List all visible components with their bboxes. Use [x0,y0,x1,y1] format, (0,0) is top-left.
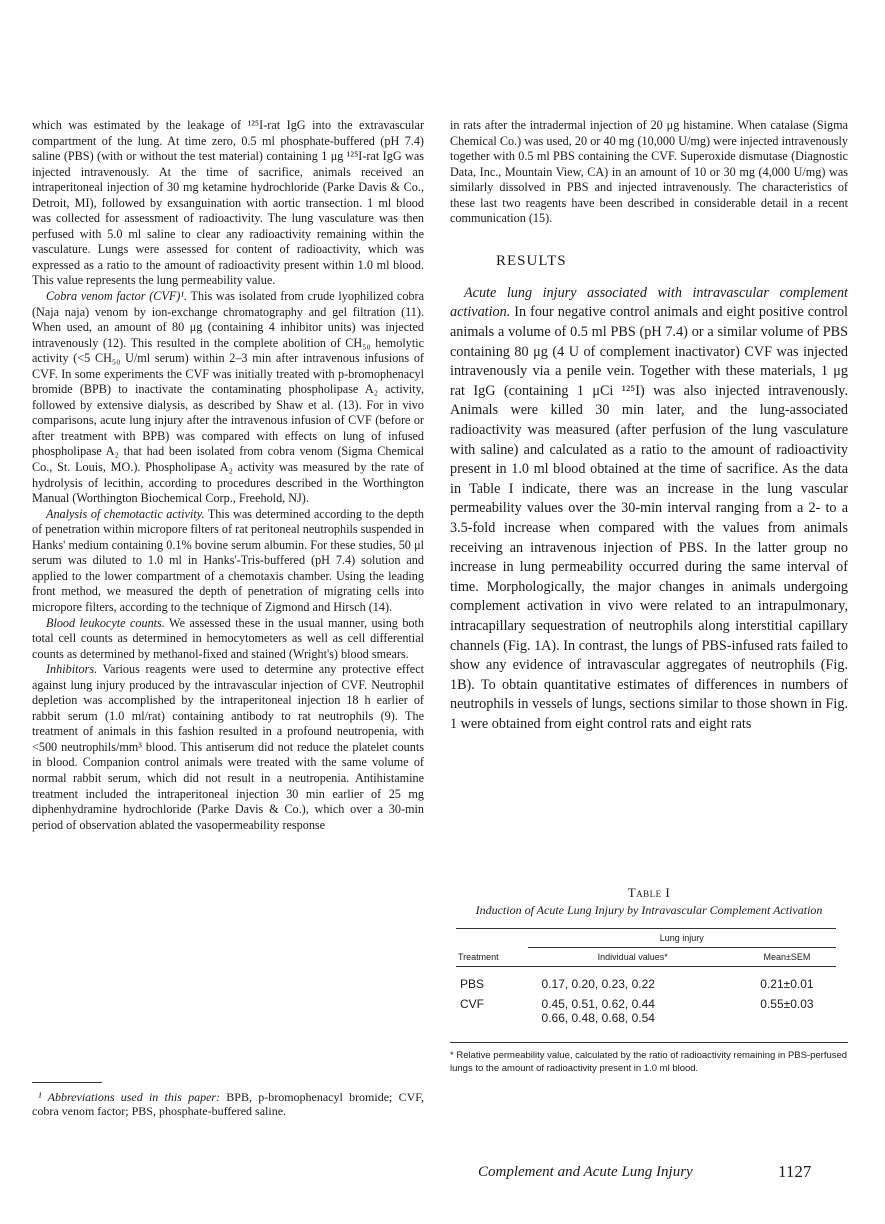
table-row [456,994,836,1028]
text-inhibitors: Various reagents were used to determine any protective effect against lung injury produced by the intravascular injection of CVF. Neutrophil depletion was accomplished by the intraperitoneal injection 18 h earlier of rabbit serum (1.0 ml/rat) containing antibody to rat neutrophils (9). The treatment of animals in this fashion resulted in a profound neutropenia, with <500 neutrophils/mm³ blood. This antiserum did not reduce the platelet counts in blood. Companion control animals were treated with the same volume of normal rabbit serum, which did not result in a neutropenia. Antihistamine treatment included the intraperitoneal injection 30 min earlier of 25 mg diphenhydramine hydrochloride (Parke Davis & Co.), which over a 30-min period of observation ablated the vasopermeability response [32,662,424,832]
running-head: Complement and Acute Lung Injury [478,1164,693,1180]
footnote [32,1090,424,1118]
paragraph-inhibitors [32,662,424,833]
heading-inhibitors: Inhibitors. [46,662,98,677]
cell-treatment: PBS [460,977,485,991]
heading-leukocyte: Blood leukocyte counts. [46,615,165,630]
header-mean: Mean±SEM [763,952,811,962]
paragraph-cvf [32,289,424,507]
table-caption: Induction of Acute Lung Injury by Intravascular Complement Activation [475,903,823,917]
paragraph-inhibitors-cont: in rats after the intradermal injection of 20 μg histamine. When catalase (Sigma Chemical Co.) was used, 20 or 40 mg (10,000 U/mg) were injected intravenously together with 0.5 ml PBS containing the CVF. Superoxide dismutase (Diagnostic Data, Inc., Mountain View, CA) in an amount of 10 or 30 mg (4,000 U/mg) was similarly dissolved in PBS and injected intravenously. The characteristics of these last two reagents have been described in considerable detail in a recent communication (15). [450,118,848,226]
footnote-head: ¹ Abbreviations used in this paper: [38,1090,221,1104]
paragraph-results [450,284,848,735]
footnote-body: BPB, p-bromophenacyl bromide; CVF, cobra venom factor; PBS, phosphate-buffered saline. [32,1090,424,1118]
table-row [456,967,836,995]
cell-values-line1: 0.45, 0.51, 0.62, 0.44 [541,997,655,1011]
table-1 [450,885,848,1075]
group-header: Lung injury [528,929,836,948]
cell-values: 0.17, 0.20, 0.23, 0.22 [541,977,655,991]
cell-mean: 0.21±0.01 [760,977,814,991]
paragraph-methods-permeability: which was estimated by the leakage of ¹²⁵I-rat IgG into the extravascular compartment of the lung. At time zero, 0.5 ml phosphate-buffered (pH 7.4) saline (PBS) (with or without the test material) containing 1 μg ¹²⁵I-rat IgG was injected intravenously. At the time of sacrifice, animals received an intraperitoneal injection of 30 mg ketamine hydrochloride (Parke Davis & Co., Detroit, MI), followed by exsanguination with aortic transection. 1 ml blood was collected for assessment of radioactivity. The lung vasculature was then perfused with 5.0 ml saline to clear any radioactivity remaining within the vasculature. Lungs were assessed for content of radioactivity, which was expressed as a ratio to the amount of radioactivity present within 1.0 ml blood. This value represents the lung permeability value. [32,118,424,288]
footnote-text [32,1090,424,1118]
cell-mean: 0.55±0.03 [760,997,814,1011]
header-individual: Individual values* [597,952,668,962]
cell-values [528,994,738,1028]
heading-results-injury: Acute lung injury associated with intravascular complement activation. [450,284,848,321]
right-column [450,118,848,734]
heading-chemotactic: Analysis of chemotactic activity. [46,506,205,521]
text-leukocyte: We assessed these in the usual manner, using both total cell counts as determined in hemocytometers as well as cell differential counts as determined by methanol-fixed and stained (Wright's) blood smears. [32,615,424,661]
cell-treatment: CVF [460,997,484,1011]
heading-cvf: Cobra venom factor (CVF)¹. [46,289,188,304]
table-footnote: * Relative permeability value, calculated by the ratio of radioactivity remaining in PBS-perfused lungs to the amount of radioactivity present in 1.0 ml blood. [450,1042,848,1075]
paragraph-chemotactic [32,507,424,616]
footnote-rule [32,1082,102,1083]
results-heading: RESULTS [496,252,567,269]
text-results: In four negative control animals and eight positive control animals a volume of 0.5 ml PBS (pH 7.4) or a similar volume of PBS containing 80 μg (4 U of complement inactivator) CVF was injected intravenously via a penile vein. Together with these materials, 1 μg rat IgG (containing 1 μCi ¹²⁵I) was also injected intravenously. Animals were killed 30 min later, and the lung-associated radioactivity was measured (after perfusion of the lung vasculature with saline) and calculated as a ratio to the amount of radioactivity present in 1.0 ml blood obtained at the time of sacrifice. As the data in Table I indicate, there was an increase in the lung vascular permeability values over the 30-min interval ranging from a 2- to a 3.5-fold increase when compared with the values from animals receiving an intravenous injection of PBS. In the latter group no increase in lung permeability occurred during the same interval of time. Morphologically, the major changes in animals undergoing complement activation in vivo were related to an intrapulmonary, intracapillary sequestration of neutrophils along interstitial capillary channels (Fig. 1A). In contrast, the lungs of PBS-infused rats failed to show any evidence of intravascular aggregates of neutrophils (Fig. 1B). To obtain quantitative estimates of differences in numbers of neutrophils in vessels of lungs, sections similar to those shown in Fig. 1 were obtained from eight control rats and eight rats [450,304,848,732]
left-column [32,118,424,833]
text-cvf: This was isolated from crude lyophilized cobra (Naja naja) venom by ion-exchange chromatography and gel filtration (11). When used, an amount of 80 μg (containing 4 inhibitor units) was injected intravenously (12). This resulted in the complete abolition of CH₅₀ hemolytic activity (<5 CH₅₀ U/ml serum) within 2–3 min after intravenous infusions of CVF. In some experiments the CVF was initially treated with p-bromophenacyl bromide (BPB) to inactivate the contaminating phospholipase A₂ activity, followed by extensive dialysis, as described by Shaw et al. (13). For in vivo comparisons, acute lung injury after the intravenous infusion of CVF (before or after treatment with BPB) was compared with effects on lung of infused phospholipase A₂ that had been isolated from cobra venom (Sigma Chemical Co., St. Louis, MO.). Phospholipase A₂ activity was measured by the rate of hydrolysis of lecithin, according to procedures described in the Worthington Manual (Worthington Biochemical Corp., Freehold, NJ). [32,289,424,506]
blank-header [456,929,528,948]
cell-values-line2: 0.66, 0.48, 0.68, 0.54 [541,1011,655,1025]
page-number: 1127 [778,1162,812,1181]
text-chemotactic: This was determined according to the depth of penetration within micropore filters of rat peritoneal neutrophils suspended in Hanks' medium containing 0.1% bovine serum albumin. For these studies, 50 μl serum was diluted to 1.0 ml in Hanks'-Tris-buffered (pH 7.4) solution and applied to the lower compartment of a chemotaxis chamber. Using the leading front method, we measured the depth of penetration of migrating cells into micropore filters, according to the technique of Zigmond and Hirsch (14). [32,506,424,614]
data-table [456,928,836,1028]
header-treatment: Treatment [458,951,499,962]
table-title: Table I [627,885,671,900]
paragraph-leukocyte [32,616,424,663]
